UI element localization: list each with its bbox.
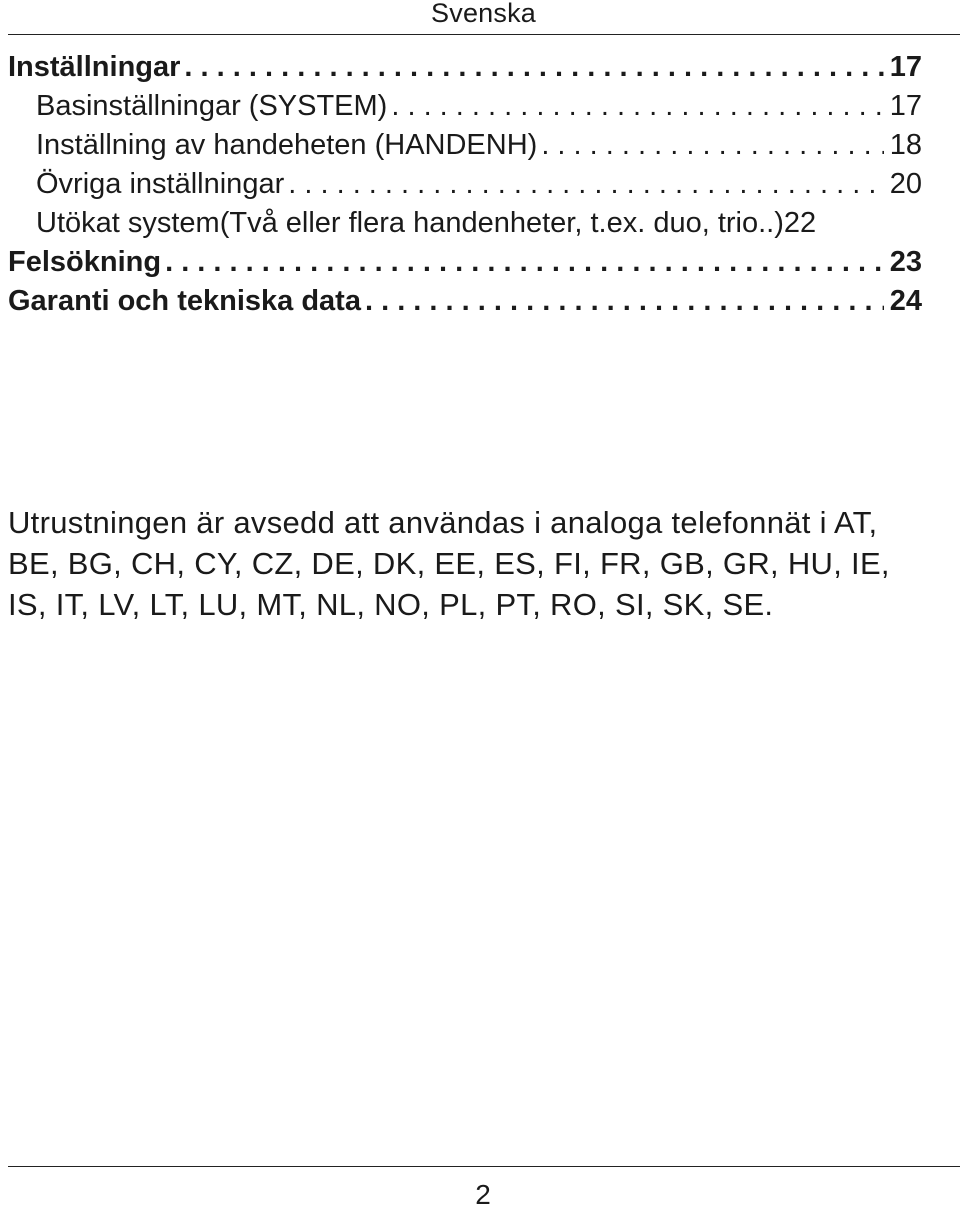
header-language-label: Svenska (431, 0, 536, 28)
toc-entry-garanti[interactable] (8, 282, 922, 321)
toc-entry-page: 17 (889, 90, 922, 122)
page-number: 2 (475, 1179, 491, 1210)
network-compatibility-notice (8, 502, 948, 625)
notice-line: BE, BG, CH, CY, CZ, DE, DK, EE, ES, FI, FR, GB, GR, HU, IE, (8, 546, 890, 581)
toc-entry-page: 22 (783, 207, 817, 239)
toc-entry-page: 17 (889, 51, 922, 83)
toc-dot-leader (387, 87, 883, 126)
toc-entry-title: Basinställningar (SYSTEM) (36, 90, 388, 122)
toc-entry-handenhet[interactable] (8, 126, 922, 165)
top-rule (8, 34, 960, 35)
toc-entry-installningar[interactable] (8, 48, 922, 87)
toc-entry-page: 20 (889, 168, 922, 200)
toc-entry-title: Övriga inställningar (36, 168, 285, 200)
toc-entry-title: Inställningar (8, 51, 181, 83)
toc-entry-page: 23 (889, 246, 922, 278)
toc-dot-leader (180, 48, 883, 87)
toc-entry-title: Utökat system(Två eller flera handenheter, t.ex. duo, trio..) (36, 207, 784, 239)
toc-dot-leader (284, 165, 884, 204)
toc-entry-page: 24 (889, 285, 922, 317)
toc-entry-utokat-system[interactable] (8, 204, 922, 243)
bottom-rule (8, 1166, 960, 1167)
toc-entry-page: 18 (889, 129, 922, 161)
table-of-contents (8, 48, 922, 321)
toc-entry-ovriga[interactable] (8, 165, 922, 204)
toc-entry-basinstallningar[interactable] (8, 87, 922, 126)
toc-entry-title: Garanti och tekniska data (8, 285, 361, 317)
toc-entry-felsokning[interactable] (8, 243, 922, 282)
notice-line: Utrustningen är avsedd att användas i analoga telefonnät i AT, (8, 505, 878, 540)
toc-dot-leader (361, 282, 884, 321)
notice-line: IS, IT, LV, LT, LU, MT, NL, NO, PL, PT, RO, SI, SK, SE. (8, 587, 774, 622)
toc-dot-leader (537, 126, 883, 165)
toc-entry-title: Felsökning (8, 246, 162, 278)
toc-entry-title: Inställning av handeheten (HANDENH) (36, 129, 538, 161)
toc-dot-leader (161, 243, 884, 282)
